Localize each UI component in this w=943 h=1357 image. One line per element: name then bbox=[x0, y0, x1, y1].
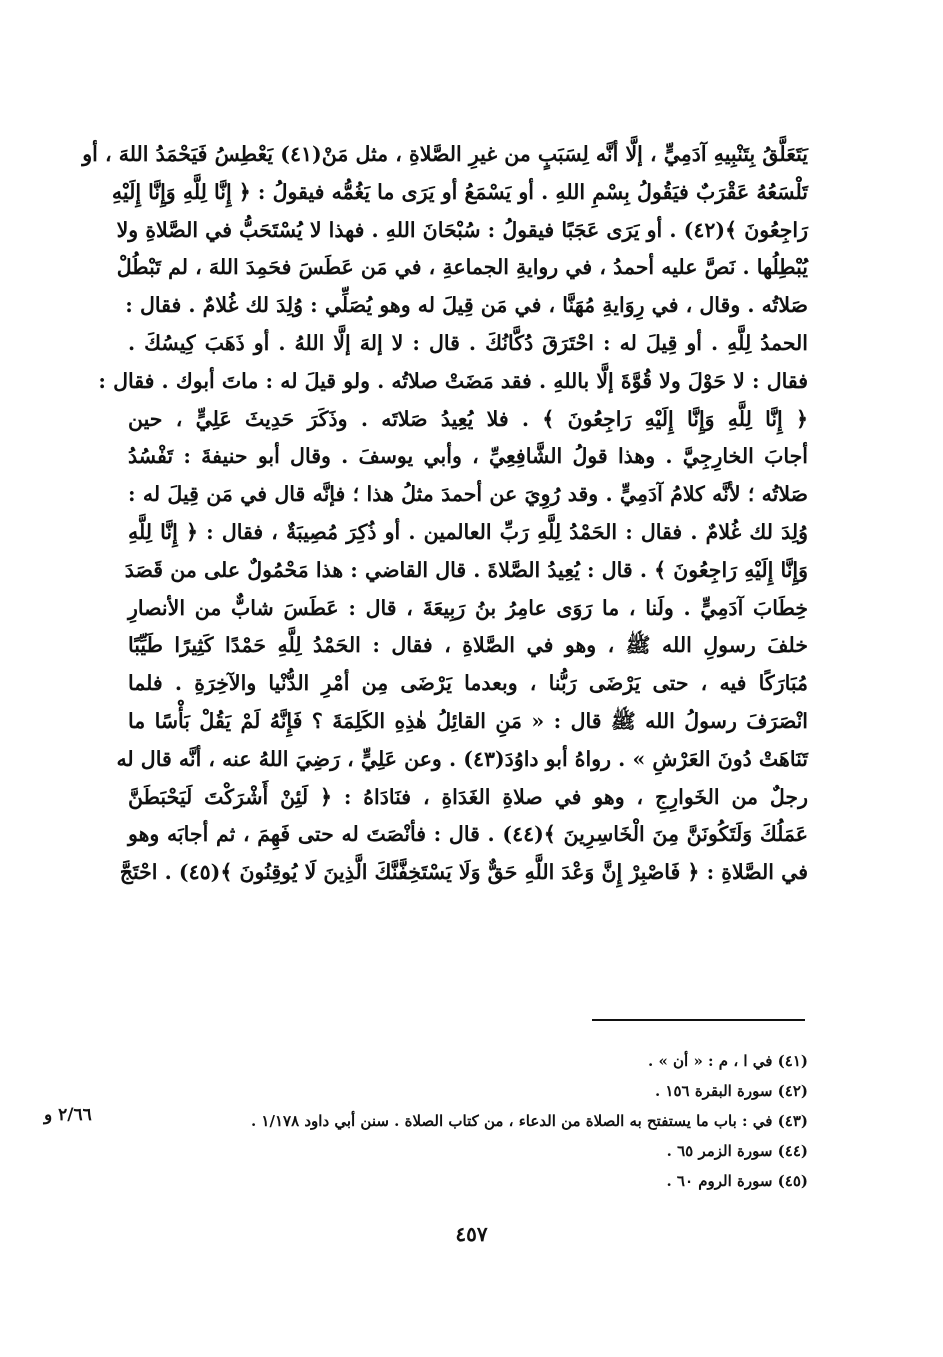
text-line: أجابَ الخارِجِيَّ . وهذا قولُ الشَّافِعِيِّ ، وأبي يوسفَ . وقال أبو حنيفةَ : تَفْسُدُ bbox=[128, 444, 808, 469]
text-line: يُبْطِلُها . نَصَّ عليه أحمدُ ، في روايةِ الجماعةِ ، في مَن عَطَسَ فحَمِدَ اللهَ ، لم تَبْطُلْ bbox=[116, 255, 808, 280]
main-text bbox=[82, 136, 809, 892]
text-line: خِطَابَ آدَمِيٍّ . ولَنا ، ما رَوَى عامِرُ بنُ رَبِيعَةَ ، قال : عَطَسَ شابٌّ من الأنصارِ bbox=[128, 595, 808, 620]
footnotes bbox=[200, 1046, 808, 1196]
margin-reference: ٢/٦٦ و bbox=[44, 1105, 92, 1125]
text-line: رَاجِعُونَ ﴾(٤٢) . أو يَرَى عَجَبًا فيقولُ : سُبْحَانَ اللهِ . فهذا لا يُسْتَحَبُّ في الصَّلاةِ ولا bbox=[116, 217, 808, 242]
text-line: تَنَاهَتْ دُونَ العَرْشِ » . رواهُ أبو داوُدَ(٤٣) . وعن عَلِيٍّ ، رَضِيَ اللهُ عنه ، أنَّه قال له bbox=[116, 746, 808, 771]
text-line: وُلِدَ لك غُلامٌ . فقال : الحَمْدُ لِلَّهِ رَبِّ العالمين . أو ذُكِرَ مُصِيبَةٌ ، فقال : ﴿ إِنَّا لِلَّهِ bbox=[128, 519, 808, 544]
footnote: (٤٥) سورة الروم ٦٠ . bbox=[666, 1172, 808, 1190]
text-line: ﴿ إِنَّا لِلَّهِ وَإِنَّا إِلَيْهِ رَاجِعُونَ ﴾ . فلا يُعِيدُ صَلاتَه . وذَكَرَ حَدِيثَ عَلِيٍّ ، حين bbox=[128, 406, 808, 431]
footnote: (٤١) في ا ، م : « أن » . bbox=[648, 1052, 808, 1070]
text-line: يَتَعَلَّقُ بِتَنْبِيهِ آدَمِيٍّ ، إلَّا أنَّه لِسَبَبٍ من غيرِ الصَّلاةِ ، مثل مَنْ(٤١) يَعْطِسُ فَيَحْمَدُ اللهَ ، أو bbox=[82, 142, 808, 166]
text-line: فقال : لا حَوْلَ ولا قُوَّةَ إلَّا باللهِ . فقد مَضَتْ صلاتُه . ولو قيلَ له : ماتَ أبوك . فقال : bbox=[98, 368, 808, 393]
text-line: صَلاتُه ؛ لأنَّه كلامُ آدَمِيٍّ . وقد رُوِيَ عن أحمدَ مثلُ هذا ؛ فإنَّه قال في مَن قِيلَ له : bbox=[128, 482, 808, 507]
footnote-separator bbox=[592, 1019, 805, 1021]
text-line: عَمَلُكَ وَلَتَكُونَنَّ مِنَ الْخَاسِرِينَ ﴾(٤٤) . قال : فأنْصَتَ له حتى فَهِمَ ، ثم أجابَه وهو bbox=[128, 822, 809, 847]
text-line: تَلْسَعُهُ عَقْرَبٌ فيَقُولُ بِسْمِ اللهِ . أو يَسْمَعُ أو يَرَى ما يَغُمُّه فيقولُ : ﴿ إِنَّا لِلَّهِ وَإِنَّا إِلَيْهِ bbox=[111, 179, 808, 204]
text-line: الحمدُ لِلَّهِ . أو قِيلَ له : احْتَرَقَ دُكَّانُكَ . قال : لا إلهَ إلَّا اللهُ . أو ذَهَبَ كِيسُكَ . bbox=[128, 330, 808, 355]
footnote: (٤٢) سورة البقرة ١٥٦ . bbox=[654, 1082, 808, 1100]
text-line: وَإِنَّا إِلَيْهِ رَاجِعُونَ ﴾ . قال : يُعِيدُ الصَّلاةَ . قال القاضي : هذا مَحْمُولٌ على من قَصَدَ bbox=[124, 557, 808, 582]
footnote: (٤٣) في : باب ما يستفتح به الصلاة من الدعاء ، من كتاب الصلاة . سنن أبي داود ١/١٧٨ . bbox=[250, 1112, 808, 1130]
text-line: في الصَّلاةِ : ﴿ فَاصْبِرْ إِنَّ وَعْدَ اللَّهِ حَقٌّ وَلَا يَسْتَخِفَّنَّكَ الَّذِينَ لَا يُوقِنُونَ ﴾(٤٥) . احْتَجَّ bbox=[119, 860, 808, 885]
page-number: ٤٥٧ bbox=[455, 1222, 488, 1246]
footnote: (٤٤) سورة الزمر ٦٥ . bbox=[666, 1142, 808, 1160]
text-line: صَلاتُه . وقال ، في رِوَايةِ مُهَنَّا ، في مَن قِيلَ له وهو يُصَلِّي : وُلِدَ لك غُلامٌ . فقال : bbox=[125, 293, 808, 318]
text-line: انْصَرَفَ رسولُ الله ﷺ قال : « مَنِ القائِلُ هٰذِهِ الكَلِمَةَ ؟ فَإِنَّهُ لَمْ يَقُلْ بَأْسًا ما bbox=[128, 708, 808, 733]
text-line: خلفَ رسولِ الله ﷺ ، وهو في الصَّلاةِ ، فقال : الحَمْدُ لِلَّهِ حَمْدًا كَثِيرًا طَيِّبًا bbox=[128, 633, 808, 658]
text-line: رجلٌ من الخَوارِجِ ، وهو في صلاةِ الغَدَاةِ ، فنَادَاهُ : ﴿ لَئِنْ أَشْرَكْتَ لَيَحْبَطَنَّ bbox=[128, 784, 808, 809]
text-line: مُبَارَكًا فيه ، حتى يَرْضَى رَبُّنا ، وبعدما يَرْضَى مِن أمْرِ الدُّنْيا والآخِرَةِ . فلما bbox=[128, 671, 808, 696]
